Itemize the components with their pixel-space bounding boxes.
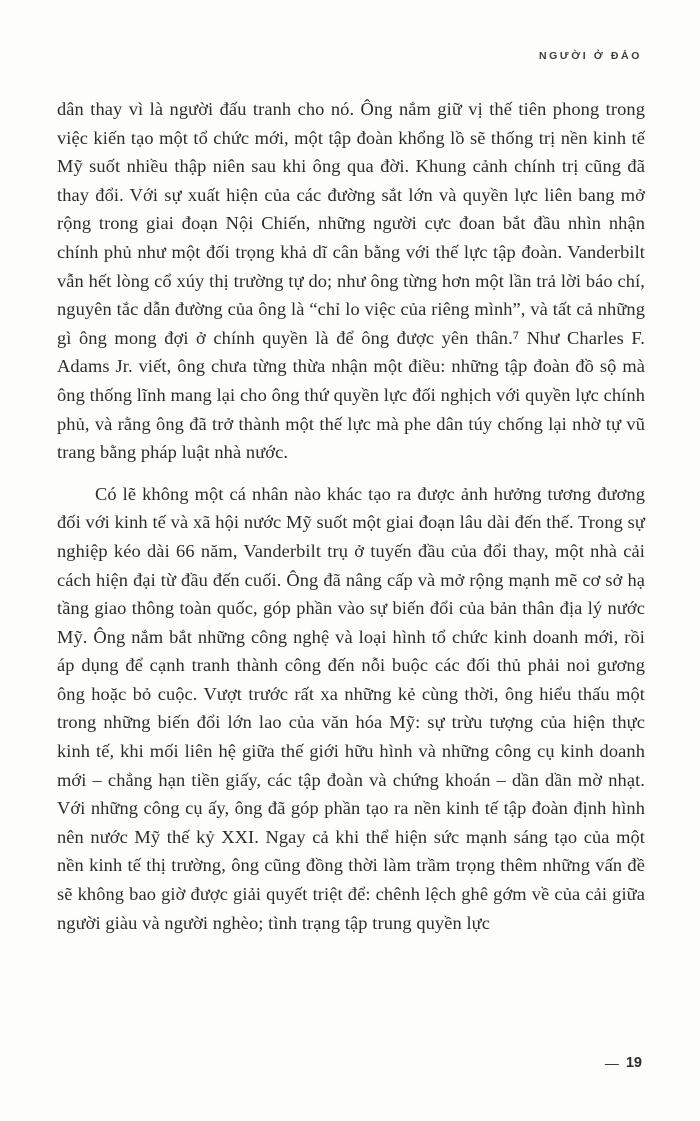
page-number: 19 <box>625 1055 642 1071</box>
running-header: NGƯỜI Ở ĐẢO <box>538 50 642 62</box>
paragraph-1: dân thay vì là người đấu tranh cho nó. Ông nắm giữ vị thế tiên phong trong việc kiến tạo một tổ chức mới, một tập đoàn khổng lồ sẽ thống trị nền kinh tế Mỹ suốt nhiều thập niên sau khi ông qua đời. Khung cảnh chính trị cũng đã thay đổi. Với sự xuất hiện của các đường sắt lớn và quyền lực liên bang mở rộng trong giai đoạn Nội Chiến, những người cực đoan bắt đầu nhìn nhận chính phủ như một đối trọng khả dĩ cân bằng với thế lực tập đoàn. Vanderbilt vẫn hết lòng cổ xúy thị trường tự do; như ông từng hơn một lần trả lời báo chí, nguyên tắc dẫn đường của ông là “chỉ lo việc của riêng mình”, và tất cả những gì ông mong đợi ở chính quyền là để ông được yên thân.⁷ Như Charles F. Adams Jr. viết, ông chưa từng thừa nhận một điều: những tập đoàn đồ sộ mà ông thống lĩnh mang lại cho ông thứ quyền lực đối nghịch với quyền lực chính phủ, và rằng ông đã trở thành một thế lực mà phe dân túy chống lại nhờ tự vũ trang bằng pháp luật nhà nước. <box>57 99 645 463</box>
body-text <box>57 95 645 950</box>
page-footer <box>605 1055 642 1071</box>
paragraph-2: Có lẽ không một cá nhân nào khác tạo ra được ảnh hưởng tương đương đối với kinh tế và xã hội nước Mỹ suốt một giai đoạn lâu dài đến thế. Trong sự nghiệp kéo dài 66 năm, Vanderbilt trụ ở tuyến đầu của đổi thay, một nhà cải cách hiện đại từ đầu đến cuối. Ông đã nâng cấp và mở rộng mạnh mẽ cơ sở hạ tầng giao thông toàn quốc, góp phần vào sự biến đổi của bản thân địa lý nước Mỹ. Ông nắm bắt những công nghệ và loại hình tổ chức kinh doanh mới, rồi áp dụng để cạnh tranh thành công đến nỗi buộc các đối thủ phải noi gương ông hoặc bỏ cuộc. Vượt trước rất xa những kẻ cùng thời, ông hiểu thấu một trong những biến đổi lớn lao của văn hóa Mỹ: sự trừu tượng của hiện thực kinh tế, khi mối liên hệ giữa thế giới hữu hình và những công cụ kinh doanh mới – chẳng hạn tiền giấy, các tập đoàn và chứng khoán – dần dần mờ nhạt. Với những công cụ ấy, ông đã góp phần tạo ra nền kinh tế tập đoàn định hình nên nước Mỹ thế kỷ XXI. Ngay cả khi thể hiện sức mạnh sáng tạo của một nền kinh tế thị trường, ông cũng đồng thời làm trầm trọng thêm những vấn đề sẽ không bao giờ được giải quyết triệt để: chênh lệch ghê gớm về của cải giữa người giàu và người nghèo; tình trạng tập trung quyền lực <box>57 483 645 933</box>
page-number-dash: — <box>604 1055 619 1071</box>
